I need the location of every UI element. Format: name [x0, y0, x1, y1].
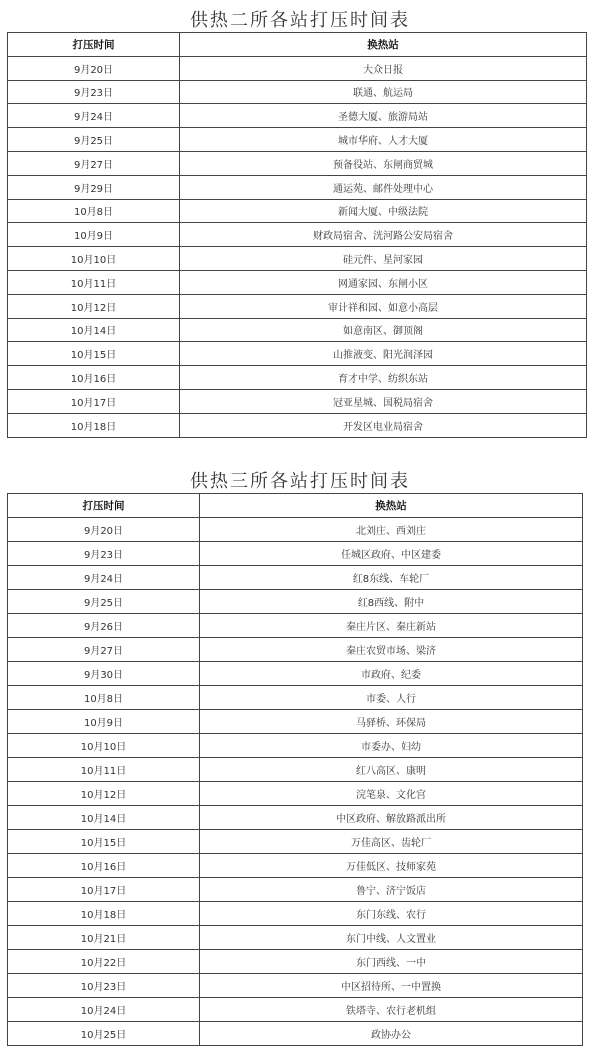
- cell-station: 万佳低区、技师家苑: [200, 854, 583, 878]
- cell-date: 9月27日: [8, 151, 180, 175]
- table-row: [8, 56, 587, 80]
- cell-date: 10月16日: [8, 854, 200, 878]
- cell-date: 10月18日: [8, 902, 200, 926]
- table-row: [8, 151, 587, 175]
- cell-date: 10月12日: [8, 782, 200, 806]
- cell-date: 10月10日: [8, 734, 200, 758]
- cell-date: 10月14日: [8, 318, 180, 342]
- table-header-row: [8, 494, 583, 518]
- table-row: [8, 902, 583, 926]
- cell-station: 市委、人行: [200, 686, 583, 710]
- cell-date: 10月12日: [8, 294, 180, 318]
- cell-station: 浣笔泉、文化宫: [200, 782, 583, 806]
- table-row: [8, 175, 587, 199]
- table1-body: [8, 56, 587, 437]
- table-row: [8, 389, 587, 413]
- cell-station: 财政局宿舍、洸河路公安局宿舍: [180, 223, 587, 247]
- cell-station: 联通、航运局: [180, 80, 587, 104]
- cell-station: 市委办、妇幼: [200, 734, 583, 758]
- table-row: [8, 998, 583, 1022]
- column-header-station: 换热站: [180, 33, 587, 57]
- cell-station: 东门西线、一中: [200, 950, 583, 974]
- cell-station: 山推液变、阳光润泽园: [180, 342, 587, 366]
- cell-station: 秦庄片区、秦庄新站: [200, 614, 583, 638]
- cell-date: 10月15日: [8, 342, 180, 366]
- cell-station: 东门中线、人文置业: [200, 926, 583, 950]
- cell-station: 通运苑、邮件处理中心: [180, 175, 587, 199]
- table-row: [8, 104, 587, 128]
- cell-date: 10月24日: [8, 998, 200, 1022]
- table-row: [8, 199, 587, 223]
- column-header-time: 打压时间: [8, 33, 180, 57]
- cell-date: 10月22日: [8, 950, 200, 974]
- table-row: [8, 782, 583, 806]
- cell-date: 10月15日: [8, 830, 200, 854]
- cell-date: 9月23日: [8, 80, 180, 104]
- cell-date: 9月27日: [8, 638, 200, 662]
- table-row: [8, 518, 583, 542]
- cell-station: 预备役站、东闸商贸城: [180, 151, 587, 175]
- cell-station: 开发区电业局宿舍: [180, 413, 587, 437]
- cell-station: 冠亚星城、国税局宿舍: [180, 389, 587, 413]
- table-row: [8, 566, 583, 590]
- cell-station: 任城区政府、中区建委: [200, 542, 583, 566]
- table-row: [8, 830, 583, 854]
- cell-date: 10月9日: [8, 710, 200, 734]
- cell-station: 中区招待所、一中置换: [200, 974, 583, 998]
- cell-date: 9月25日: [8, 590, 200, 614]
- cell-date: 9月20日: [8, 56, 180, 80]
- table-row: [8, 318, 587, 342]
- cell-date: 10月8日: [8, 686, 200, 710]
- cell-station: 圣德大厦、旅游局站: [180, 104, 587, 128]
- table-row: [8, 413, 587, 437]
- cell-station: 北刘庄、西刘庄: [200, 518, 583, 542]
- table-row: [8, 662, 583, 686]
- table-row: [8, 758, 583, 782]
- cell-station: 红8西线、附中: [200, 590, 583, 614]
- column-header-time: 打压时间: [8, 494, 200, 518]
- cell-date: 10月8日: [8, 199, 180, 223]
- table-row: [8, 223, 587, 247]
- cell-station: 如意南区、御顶阁: [180, 318, 587, 342]
- table-row: [8, 878, 583, 902]
- cell-date: 10月23日: [8, 974, 200, 998]
- cell-station: 马驿桥、环保局: [200, 710, 583, 734]
- table-row: [8, 542, 583, 566]
- cell-station: 政协办公: [200, 1022, 583, 1046]
- cell-date: 10月17日: [8, 878, 200, 902]
- cell-date: 10月11日: [8, 758, 200, 782]
- cell-station: 中区政府、解放路派出所: [200, 806, 583, 830]
- table-row: [8, 128, 587, 152]
- cell-date: 10月9日: [8, 223, 180, 247]
- cell-station: 硅元件、星河家园: [180, 247, 587, 271]
- heat-station-schedule-table-2: [7, 493, 583, 1046]
- cell-date: 10月17日: [8, 389, 180, 413]
- cell-date: 9月20日: [8, 518, 200, 542]
- cell-station: 万佳高区、齿轮厂: [200, 830, 583, 854]
- cell-date: 10月25日: [8, 1022, 200, 1046]
- cell-date: 9月24日: [8, 566, 200, 590]
- cell-station: 鲁宁、济宁饭店: [200, 878, 583, 902]
- cell-date: 9月25日: [8, 128, 180, 152]
- table-row: [8, 294, 587, 318]
- cell-date: 10月21日: [8, 926, 200, 950]
- table-row: [8, 247, 587, 271]
- cell-station: 东门东线、农行: [200, 902, 583, 926]
- cell-date: 10月18日: [8, 413, 180, 437]
- table1-title: 供热二所各站打压时间表: [190, 10, 410, 31]
- table-row: [8, 590, 583, 614]
- table-row: [8, 734, 583, 758]
- table-row: [8, 854, 583, 878]
- cell-station: 育才中学、纺织东站: [180, 366, 587, 390]
- table-row: [8, 686, 583, 710]
- cell-station: 大众日报: [180, 56, 587, 80]
- cell-station: 红8东线、车轮厂: [200, 566, 583, 590]
- table-row: [8, 270, 587, 294]
- column-header-station: 换热站: [200, 494, 583, 518]
- table2-title: 供热三所各站打压时间表: [190, 471, 410, 492]
- table-row: [8, 806, 583, 830]
- cell-station: 审计祥和园、如意小高层: [180, 294, 587, 318]
- cell-date: 10月16日: [8, 366, 180, 390]
- table-row: [8, 638, 583, 662]
- table-row: [8, 342, 587, 366]
- cell-station: 秦庄农贸市场、梁济: [200, 638, 583, 662]
- cell-date: 9月29日: [8, 175, 180, 199]
- cell-date: 9月26日: [8, 614, 200, 638]
- cell-station: 红八高区、康明: [200, 758, 583, 782]
- table2-body: [8, 518, 583, 1046]
- cell-station: 城市华府、人才大厦: [180, 128, 587, 152]
- table-row: [8, 614, 583, 638]
- table-header-row: [8, 33, 587, 57]
- cell-date: 9月30日: [8, 662, 200, 686]
- cell-date: 10月11日: [8, 270, 180, 294]
- table-row: [8, 950, 583, 974]
- table-row: [8, 710, 583, 734]
- table-row: [8, 926, 583, 950]
- cell-date: 10月10日: [8, 247, 180, 271]
- cell-station: 铁塔寺、农行老机组: [200, 998, 583, 1022]
- table-row: [8, 1022, 583, 1046]
- table-row: [8, 974, 583, 998]
- table-row: [8, 80, 587, 104]
- cell-station: 新闻大厦、中级法院: [180, 199, 587, 223]
- cell-date: 9月23日: [8, 542, 200, 566]
- cell-date: 9月24日: [8, 104, 180, 128]
- cell-station: 市政府、纪委: [200, 662, 583, 686]
- cell-date: 10月14日: [8, 806, 200, 830]
- cell-station: 网通家园、东闸小区: [180, 270, 587, 294]
- heat-station-schedule-table-1: [7, 32, 587, 438]
- table-row: [8, 366, 587, 390]
